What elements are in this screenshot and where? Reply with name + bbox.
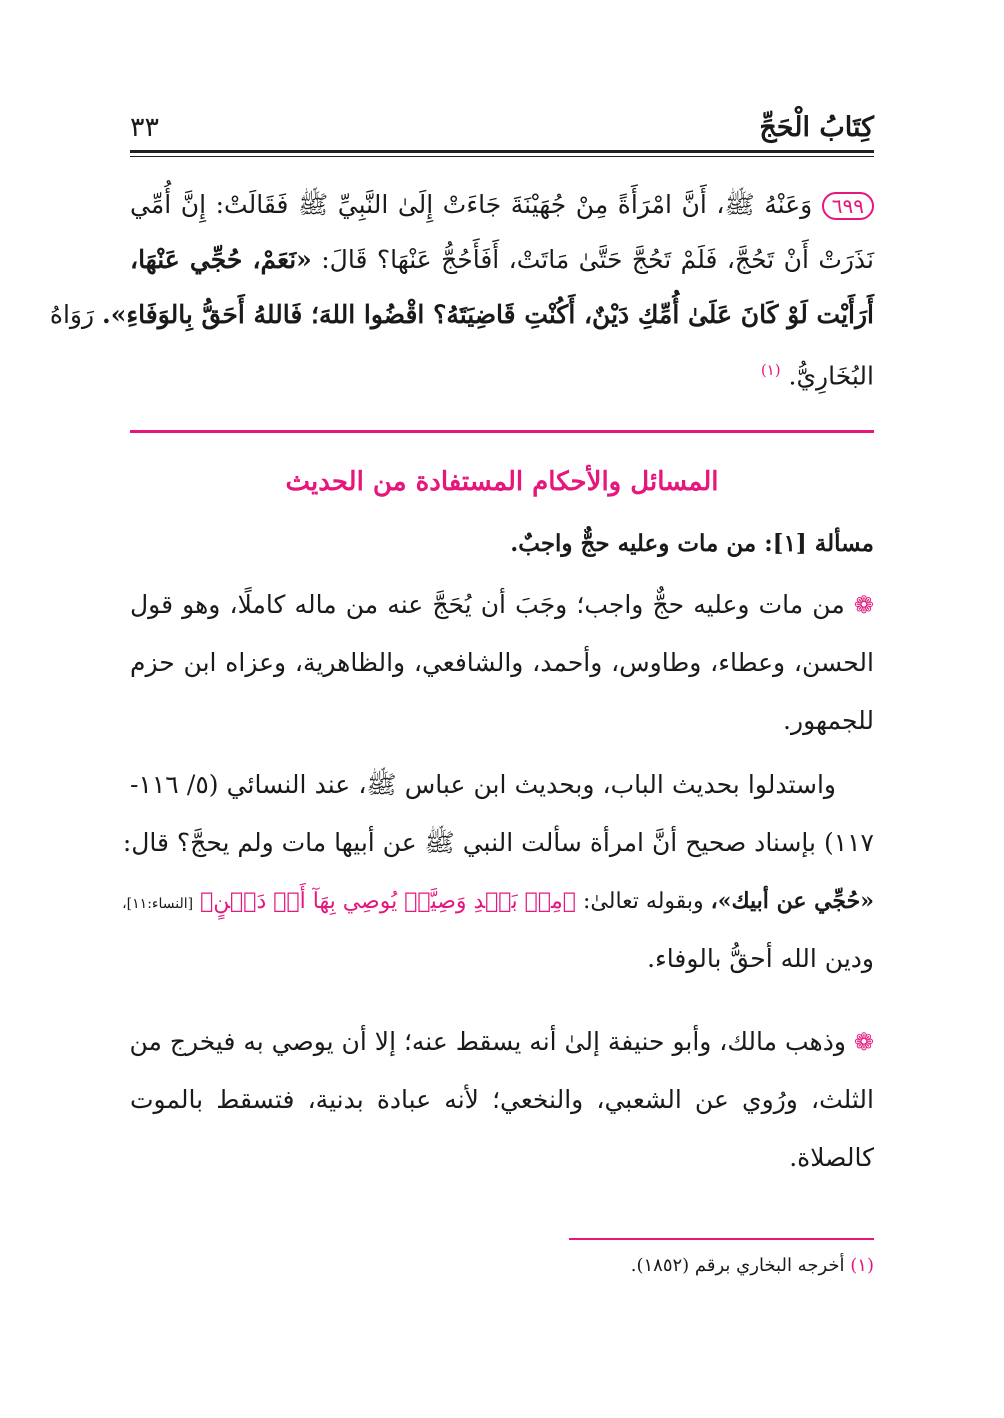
paragraph-3 [130, 1022, 874, 1192]
paragraph-1-line-3: للجمهور. [783, 706, 874, 735]
paragraph-1-line-2: الحسن، وعطاء، وطاوس، وأحمد، والشافعي، والظاهرية، وعزاه ابن حزم [130, 648, 874, 677]
hadith-text-4: البُخَارِيُّ. [788, 361, 874, 391]
paragraph-3-line-2: الثلث، ورُوي عن الشعبي، والنخعي؛ لأنه عبادة بدنية، فتسقط بالموت [130, 1085, 874, 1114]
issue-label: مسألة [١]: [764, 530, 874, 557]
hadith-text-2: نَذَرَتْ أَنْ تَحُجَّ، فَلَمْ تَحُجَّ حَتَّىٰ مَاتَتْ، أَفَأَحُجُّ عَنْهَا؟ قَالَ: [321, 245, 875, 274]
paragraph-1-line-1 [130, 585, 874, 625]
paragraph-3-text-1: وذهب مالك، وأبو حنيفة إلىٰ أنه يسقط عنه؛ إلا أن يوصي به فيخرج من [129, 1027, 846, 1056]
hadith-line-1 [130, 185, 874, 225]
hadith-text-2-bold: «نَعَمْ، حُجِّي عَنْهَا، [130, 245, 312, 274]
issue-heading [510, 526, 874, 562]
hadith-line-2 [130, 240, 874, 280]
paragraph-3-line-3: كالصلاة. [789, 1143, 874, 1172]
running-header-title: كِتَابُ الْحَجِّ [759, 112, 874, 143]
hadith-line-3 [49, 295, 874, 335]
paragraph-2-line-4: ودين الله أحقُّ بالوفاء. [647, 944, 874, 973]
paragraph-2-line-3 [122, 881, 874, 924]
footnote-marker: (١) [850, 1255, 874, 1276]
hadith-number-badge: ٦٩٩ [822, 192, 874, 220]
hadith-text-1: وَعَنْهُ ﷺ، أَنَّ امْرَأَةً مِنْ جُهَيْنَةَ جَاءَتْ إِلَىٰ النَّبِيِّ ﷺ فَقَالَتْ: إِنَّ أُمِّي [130, 190, 813, 219]
footnote-reference: (١) [760, 361, 781, 379]
footnote [631, 1252, 874, 1280]
footnote-text: أخرجه البخاري برقم (١٨٥٢). [630, 1255, 845, 1276]
flower-bullet-icon: ❁ [853, 591, 874, 619]
flower-bullet-icon: ❁ [853, 1028, 874, 1056]
hadith-text-3: رَوَاهُ [49, 300, 95, 329]
hadith-text-3-bold: أَرَأَيْت لَوْ كَانَ عَلَىٰ أُمِّكِ دَيْنٌ، أَكُنْتِ قَاضِيَتَهُ؟ اقْضُوا اللهَ؛ فَاللهُ أَحَقُّ بِالوَفَاءِ». [102, 300, 874, 329]
paragraph-1 [130, 585, 874, 755]
quran-reference: [النساء:١١]، [122, 896, 194, 912]
paragraph-2-text: وبقوله تعالىٰ: [583, 889, 704, 914]
paragraph-1-text-1: من مات وعليه حجٌّ واجب؛ وجَبَ أن يُحَجَّ عنه من ماله كاملًا، وهو قول [130, 590, 845, 619]
footnote-separator [569, 1238, 874, 1240]
hadith-block [49, 185, 875, 425]
paragraph-2-line-2: ١١٧) بإسناد صحيح أنَّ امرأة سألت النبي ﷺ عن أبيها مات ولم يحجَّ؟ قال: [122, 828, 874, 857]
issue-title: من مات وعليه حجٌّ واجبٌ. [510, 530, 757, 557]
hadith-line-4 [130, 350, 874, 396]
paragraph-2-quote: «حُجِّي عن أبيك»، [710, 888, 874, 914]
paragraph-3-line-1 [130, 1022, 874, 1062]
header-rule-bottom [130, 156, 874, 157]
paragraph-2-line-1: واستدلوا بحديث الباب، وبحديث ابن عباس ﷺ، عند النسائي (٥/ ١١٦- [130, 770, 836, 799]
hadith-separator [130, 430, 874, 433]
section-title: المسائل والأحكام المستفادة من الحديث [285, 467, 719, 497]
header-rule-top [130, 150, 874, 153]
quran-verse: ﴿مِنۢ بَعۡدِ وَصِيَّةٖ يُوصِي بِهَآ أَوۡ دَيۡنٍ﴾ [200, 889, 577, 914]
page-number: ٣٣ [130, 112, 160, 143]
paragraph-2 [122, 765, 874, 1005]
